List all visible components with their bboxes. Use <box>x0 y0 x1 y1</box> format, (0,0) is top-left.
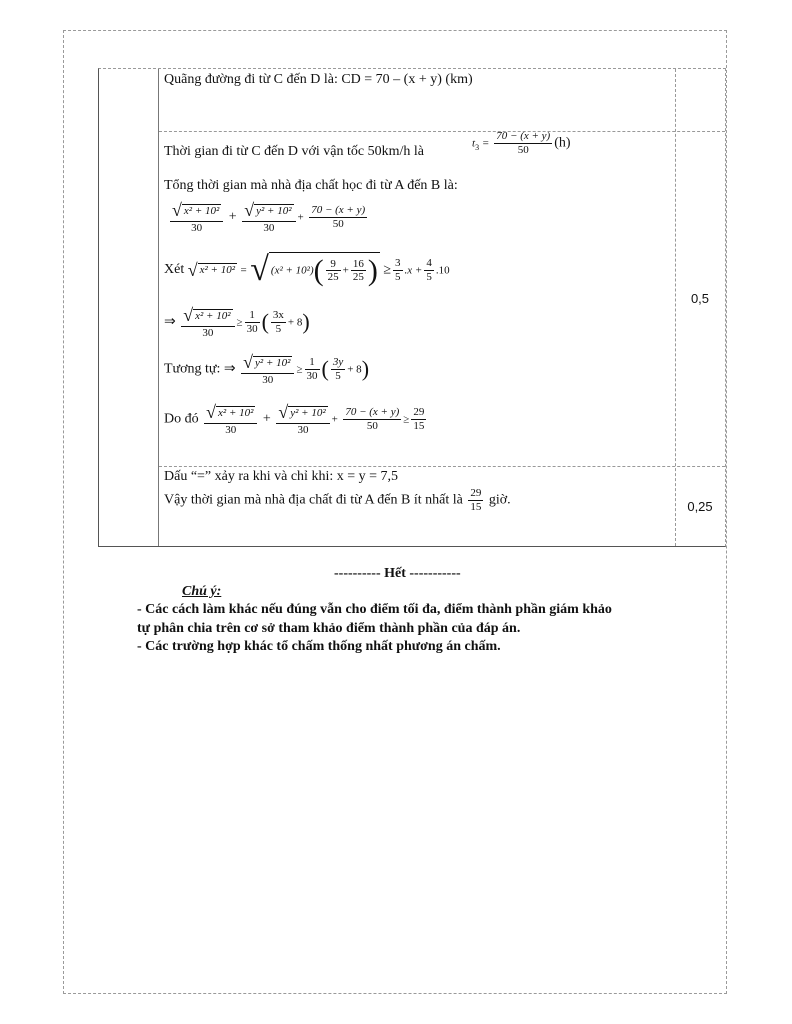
total-time-line: Tổng thời gian mà nhà địa chất học đi từ A đến B là: <box>164 178 458 193</box>
cd-distance-line: Quãng đường đi từ C đến D là: CD = 70 – (x + y) (km) <box>164 72 473 87</box>
similarly-y-inequality: Tương tự: ⇒ $\frac{\text{√ y² + 10²}}{30}$ ≥ $\frac{1}{30}$ ( $\frac{3y}{5}$ + 8) <box>164 352 370 386</box>
row-divider <box>159 131 725 132</box>
time-cd-prefix: Thời gian đi từ C đến D với vận tốc 50km/h là <box>164 144 424 159</box>
score-main: 0,5 <box>690 291 710 306</box>
note-line-2: - Các trường hợp khác tổ chấm thống nhất phương án chấm. <box>137 639 501 654</box>
t3-formula: $t_3$ = $\frac{70 - (x + y)}{50}$ (h) <box>472 130 571 156</box>
note-title: Chú ý: <box>182 584 222 599</box>
score-last: 0,25 <box>687 499 713 514</box>
total-time-expression: $\frac{\text{√ x² + 10²}}{30}$ + $\frac{\text{√ y² + 10²}}{30}$ + $\frac{70 - (x + y)}{50}$ <box>172 200 366 234</box>
score-col-divider <box>675 69 676 546</box>
xet-inequality: Xét √ x² + 10² = √ (x² + 10²)( $\frac{9}{25}$ + $\frac{16}{25}$ ) ≥ $\frac{3}{5}$ .x + $\frac{4}{5}$ .10 <box>164 251 450 288</box>
implies-x-inequality: ⇒ $\frac{\text{√ x² + 10²}}{30}$ ≥ $\frac{1}{30}$ ( $\frac{3x}{5}$ + 8) <box>164 305 310 339</box>
table-col-divider <box>158 69 159 546</box>
therefore-inequality: Do đó $\frac{\text{√ x² + 10²}}{30}$ + $\frac{\text{√ y² + 10²}}{30}$ + $\frac{70 - (x + y)}{50}$ ≥ $\frac{29}{15}$ <box>164 402 425 436</box>
conclusion-line: Vậy thời gian mà nhà địa chất đi từ A đến B ít nhất là $\frac{29}{15}$ giờ. <box>164 487 511 513</box>
equality-condition-line: Dấu “=” xảy ra khi và chỉ khi: x = y = 7,5 <box>164 469 399 484</box>
note-line-1b: tự phân chia trên cơ sở tham khảo điểm thành phần của đáp án. <box>137 621 521 636</box>
t3-denominator: 50 <box>517 143 529 156</box>
t3-numerator: 70 − (x + y) <box>496 130 551 142</box>
end-mark: ---------- Hết ----------- <box>334 566 461 581</box>
row-divider <box>159 466 725 467</box>
note-line-1a: - Các cách làm khác nếu đúng vẫn cho điểm tối đa, điểm thành phần giám khảo <box>137 602 612 617</box>
